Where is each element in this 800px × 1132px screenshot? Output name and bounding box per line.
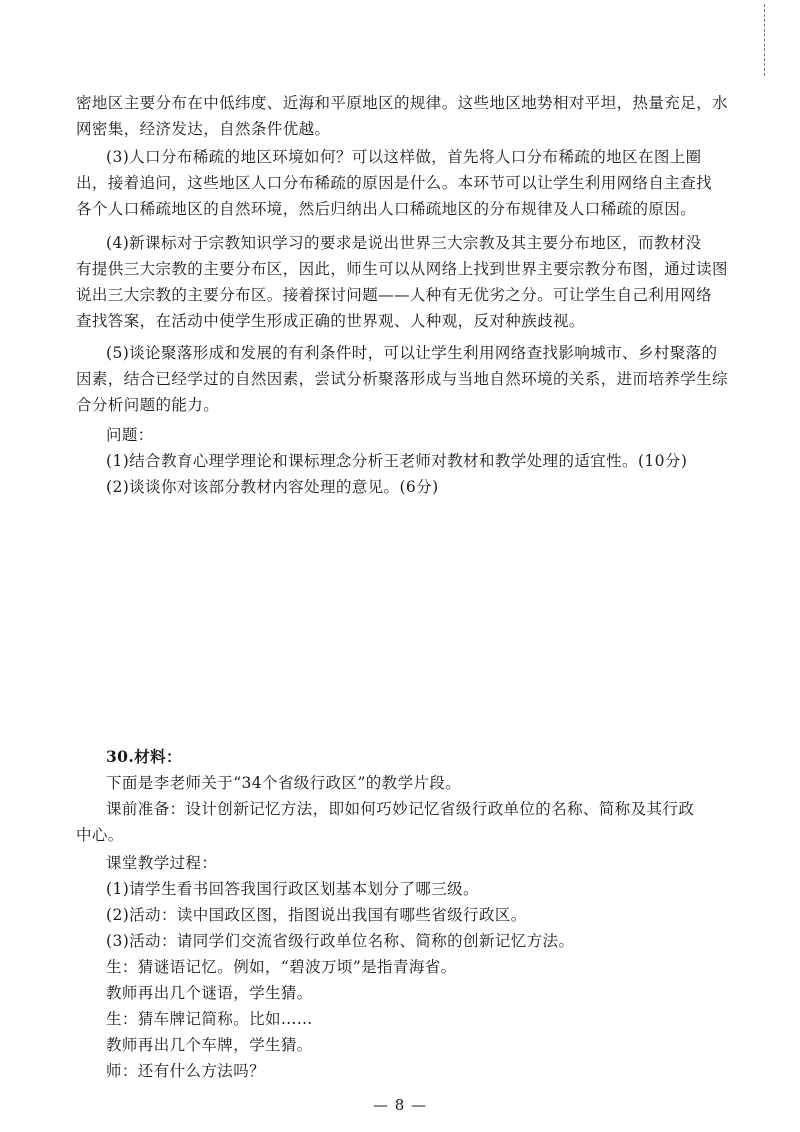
paragraph-line: 因素，结合已经学过的自然因素，尝试分析聚落形成与当地自然环境的关系，进而培养学生综 (76, 370, 728, 388)
dialogue-line: 教师再出几个谜语，学生猜。 (106, 984, 313, 1002)
paragraph-line: 课堂教学过程： (106, 854, 218, 872)
page-number: — 8 — (372, 1096, 428, 1114)
paragraph-line: 各个人口稀疏地区的自然环境，然后归纳出人口稀疏地区的分布规律及人口稀疏的原因。 (76, 200, 697, 218)
paragraph-line: 查找答案，在活动中使学生形成正确的世界观、人种观，反对种族歧视。 (76, 312, 585, 330)
paragraph-line: 下面是李老师关于“34个省级行政区”的教学片段。 (106, 774, 462, 792)
step-item: (1)请学生看书回答我国行政区划基本划分了哪三级。 (106, 880, 479, 898)
page-edge-line (764, 4, 765, 76)
dialogue-line: 师：还有什么方法吗？ (106, 1062, 266, 1080)
paragraph-line: 中心。 (76, 826, 124, 844)
paragraph-line: 说出三大宗教的主要分布区。接着探讨问题——人种有无优劣之分。可让学生自己利用网络 (76, 286, 713, 304)
paragraph-line: 课前准备：设计创新记忆方法，即如何巧妙记忆省级行政单位的名称、简称及其行政 (106, 800, 695, 818)
paragraph-line: (3)人口分布稀疏的地区环境如何？可以这样做，首先将人口分布稀疏的地区在图上圈 (106, 148, 702, 166)
paragraph-line: 网密集，经济发达，自然条件优越。 (76, 120, 331, 138)
question-item: (1)结合教育心理学理论和课标理念分析王老师对教材和教学处理的适宜性。(10分) (106, 452, 688, 470)
step-item: (3)活动：请同学们交流省级行政单位名称、简称的创新记忆方法。 (106, 932, 575, 950)
section-heading: 30.材料： (106, 747, 182, 766)
paragraph-line: 出，接着追问，这些地区人口分布稀疏的原因是什么。本环节可以让学生利用网络自主查找 (76, 174, 713, 192)
dialogue-line: 教师再出几个车牌，学生猜。 (106, 1036, 313, 1054)
dialogue-line: 生：猜车牌记简称。比如…… (106, 1010, 313, 1028)
dialogue-line: 生：猜谜语记忆。例如，“碧波万顷”是指青海省。 (106, 958, 457, 976)
paragraph-line: 密地区主要分布在中低纬度、近海和平原地区的规律。这些地区地势相对平坦，热量充足，水 (76, 94, 728, 112)
paragraph-line: 合分析问题的能力。 (76, 396, 220, 414)
question-label: 问题： (106, 426, 154, 444)
paragraph-line: (5)谈论聚落形成和发展的有利条件时，可以让学生利用网络查找影响城市、乡村聚落的 (106, 344, 718, 362)
paragraph-line: 有提供三大宗教的主要分布区，因此，师生可以从网络上找到世界主要宗教分布图，通过读图 (76, 260, 728, 278)
paragraph-line: (4)新课标对于宗教知识学习的要求是说出世界三大宗教及其主要分布地区，而教材没 (106, 234, 702, 252)
question-item: (2)谈谈你对该部分教材内容处理的意见。(6分) (106, 478, 439, 496)
step-item: (2)活动：读中国政区图，指图说出我国有哪些省级行政区。 (106, 906, 527, 924)
